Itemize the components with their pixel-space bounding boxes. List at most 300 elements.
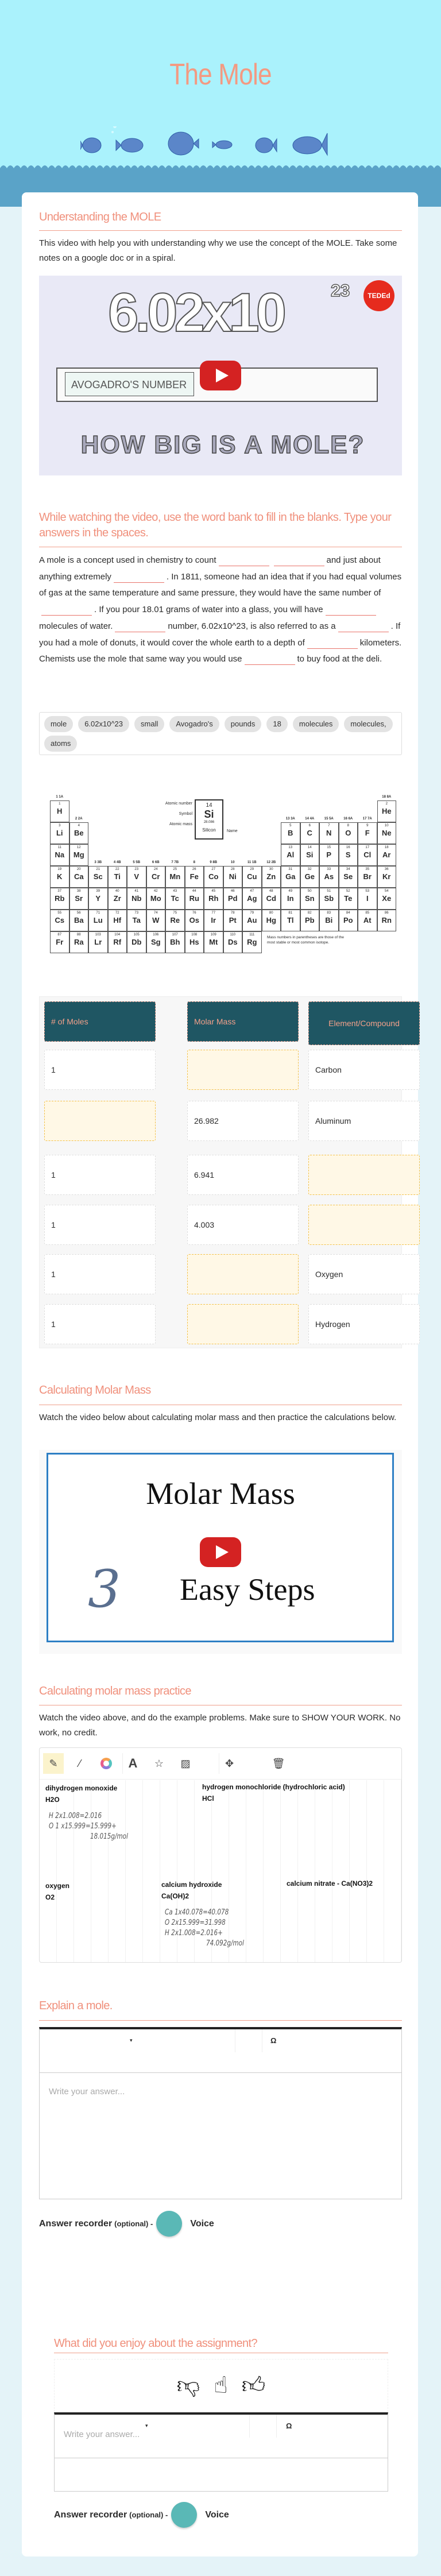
group-label: 10: [230, 861, 235, 864]
element-symbol: H: [57, 807, 63, 815]
answer-input-cell[interactable]: [187, 1254, 299, 1294]
problem-formula: O2: [45, 1893, 55, 1901]
element-number: 13: [288, 846, 293, 849]
element-number: 73: [134, 911, 139, 915]
group-label: 18 8A: [382, 795, 392, 799]
legend-cell: [195, 799, 223, 840]
trash-icon[interactable]: 🗑: [272, 1757, 285, 1769]
element-symbol: Lr: [94, 938, 102, 946]
element-number: 5: [289, 824, 292, 827]
element-symbol: P: [326, 850, 332, 859]
section-heading-practice: Calculating molar mass practice: [39, 1685, 191, 1697]
record-voice-button[interactable]: [171, 2502, 197, 2528]
element-cell: [358, 866, 377, 888]
element-cell: [146, 866, 166, 888]
element-cell: [377, 844, 397, 866]
element-number: 50: [307, 889, 312, 893]
periodic-table-image: [50, 792, 397, 959]
element-symbol: Br: [363, 872, 372, 881]
element-cell: [262, 866, 281, 888]
element-number: 111: [249, 933, 255, 937]
element-symbol: Ba: [74, 916, 84, 925]
element-number: 35: [365, 868, 370, 871]
element-cell: [88, 888, 108, 910]
work-line: O 1 x15.999=15.999+: [49, 1822, 117, 1831]
element-cell: [108, 931, 127, 953]
work-line: H 2x1.008=2.016+: [165, 1929, 223, 1937]
blank-input[interactable]: [115, 622, 165, 632]
legend-mass: 28.086: [203, 821, 215, 824]
element-symbol: Hs: [189, 938, 199, 946]
problem-formula: H2O: [45, 1796, 60, 1804]
legend-number: 14: [206, 802, 212, 809]
group-label: 8: [193, 861, 195, 864]
element-number: 29: [250, 868, 254, 871]
element-symbol: Ga: [285, 872, 296, 881]
answer-input-cell[interactable]: [44, 1101, 156, 1141]
element-cell: [262, 888, 281, 910]
element-number: 49: [288, 889, 293, 893]
element-cell: [165, 931, 185, 953]
special-character-icon[interactable]: Ω: [286, 2422, 292, 2430]
paragraph-text: number, 6.02x10^23, is also referred to as a: [168, 621, 336, 631]
element-cell: [300, 910, 320, 931]
element-symbol: Hg: [266, 916, 276, 925]
element-number: 53: [365, 889, 370, 893]
star-tool-icon[interactable]: ☆: [154, 1757, 164, 1769]
blank-input[interactable]: [338, 622, 389, 632]
element-number: 17: [365, 846, 370, 849]
work-line: Ca 1x40.078=40.078: [165, 1908, 229, 1917]
table-cell: Hydrogen: [308, 1304, 420, 1344]
element-symbol: O: [345, 829, 351, 837]
element-cell: [50, 888, 69, 910]
element-number: 3: [59, 824, 61, 827]
pointing-hand-icon[interactable]: ☝︎: [214, 2373, 228, 2398]
rich-text-editor[interactable]: [39, 2027, 402, 2199]
element-number: 24: [153, 868, 158, 871]
element-symbol: Hf: [113, 916, 122, 925]
element-cell: [281, 866, 300, 888]
page-title: The Mole: [169, 58, 272, 91]
element-symbol: Pd: [227, 894, 238, 903]
element-number: 87: [57, 933, 62, 937]
element-number: 30: [269, 868, 273, 871]
play-button-icon[interactable]: [200, 361, 241, 390]
answer-input-cell[interactable]: [187, 1304, 299, 1344]
element-symbol: Ta: [132, 916, 141, 925]
element-number: 43: [173, 889, 177, 893]
element-cell: [69, 931, 89, 953]
video-number-art: 6.02x10: [108, 282, 284, 343]
element-number: 40: [115, 889, 119, 893]
group-label: 9 8B: [210, 861, 218, 864]
work-line: O 2x15.999=31.998: [165, 1919, 226, 1927]
blank-input[interactable]: [307, 639, 358, 649]
element-number: 44: [192, 889, 196, 893]
element-number: 26: [192, 868, 196, 871]
drawing-toolbar: [40, 1748, 401, 1780]
group-label: 12 2B: [266, 861, 276, 864]
format-dropdown-icon[interactable]: ▾: [145, 2423, 148, 2428]
element-cell: [377, 910, 397, 931]
element-number: 51: [327, 889, 331, 893]
element-cell: [69, 866, 89, 888]
element-number: 104: [114, 933, 121, 937]
group-label: 7 7B: [171, 861, 179, 864]
pencil-tool-icon[interactable]: ✎: [43, 1753, 64, 1774]
element-symbol: Bi: [325, 916, 333, 925]
table-header-cell: Element/Compound: [308, 1001, 420, 1045]
element-cell: [319, 888, 339, 910]
element-cell: [185, 910, 204, 931]
element-number: 11: [57, 846, 61, 849]
element-number: 55: [57, 911, 62, 915]
problem-label: [45, 1784, 117, 1804]
paragraph-text: . If you pour 18.01 grams of water into a glass, you will have: [94, 605, 323, 615]
text-tool-icon[interactable]: A: [122, 1753, 143, 1774]
element-symbol: Kr: [382, 872, 391, 881]
element-cell: [358, 910, 377, 931]
element-number: 41: [134, 889, 139, 893]
element-symbol: Sc: [93, 872, 103, 881]
problem-label: [287, 1879, 373, 1890]
element-symbol: Pt: [229, 916, 237, 925]
blank-input[interactable]: [326, 605, 376, 616]
element-symbol: F: [365, 829, 370, 837]
element-number: 74: [153, 911, 158, 915]
element-cell: [339, 844, 358, 866]
element-symbol: Y: [95, 894, 101, 903]
element-number: 47: [250, 889, 254, 893]
legend-symbol: Si: [204, 809, 214, 820]
handwritten-work: [49, 1811, 128, 1842]
element-cell: [262, 910, 281, 931]
element-cell: [165, 888, 185, 910]
element-symbol: Ra: [74, 938, 84, 946]
element-symbol: At: [363, 916, 372, 925]
element-symbol: Al: [287, 850, 295, 859]
element-symbol: Cl: [363, 850, 372, 859]
problem-name: oxygen: [45, 1882, 70, 1890]
group-label: 2 2A: [75, 817, 83, 821]
element-cell: [377, 888, 397, 910]
element-symbol: Po: [343, 916, 353, 925]
word-bank-chip[interactable]: molecules,: [344, 716, 392, 732]
element-symbol: Nb: [131, 894, 142, 903]
element-number: 23: [134, 868, 139, 871]
section-text-molar-mass: Watch the video below about calculating molar mass and then practice the calculations below.: [39, 1413, 397, 1422]
element-cell: [127, 866, 146, 888]
element-symbol: Rh: [208, 894, 219, 903]
element-symbol: Li: [56, 829, 63, 837]
element-number: 27: [211, 868, 216, 871]
format-dropdown-icon[interactable]: ▾: [130, 2037, 133, 2043]
legend-name: Silicon: [202, 827, 216, 833]
element-symbol: Mo: [150, 894, 161, 903]
element-symbol: Cr: [152, 872, 160, 881]
element-symbol: C: [307, 829, 312, 837]
video-exponent: 23: [331, 281, 350, 300]
element-symbol: Rb: [55, 894, 65, 903]
section-heading-understanding: Understanding the MOLE: [39, 211, 161, 223]
element-cell: [165, 910, 185, 931]
section-text-practice: Watch the video above, and do the example problems. Make sure to SHOW YOUR WORK. No work, no credit.: [39, 1713, 401, 1738]
answer-recorder: [54, 2502, 229, 2528]
special-character-icon[interactable]: Ω: [270, 2036, 277, 2045]
element-number: 109: [210, 933, 216, 937]
group-label: 1 1A: [56, 795, 64, 799]
table-cell: Aluminum: [308, 1101, 420, 1141]
drawing-canvas[interactable]: [40, 1780, 401, 1962]
problem-name: hydrogen monochloride (hydrochloric acid): [202, 1783, 345, 1791]
record-voice-button[interactable]: [156, 2211, 182, 2237]
element-number: 9: [366, 824, 369, 827]
element-symbol: Mn: [169, 872, 181, 881]
element-symbol: Tl: [287, 916, 294, 925]
table-cell: Oxygen: [308, 1254, 420, 1294]
element-number: 76: [192, 911, 196, 915]
element-cell: [146, 888, 166, 910]
play-button-icon[interactable]: [200, 1537, 241, 1567]
element-cell: [50, 822, 69, 844]
image-tool-icon[interactable]: ▨: [180, 1757, 191, 1769]
element-number: 106: [153, 933, 159, 937]
element-cell: [204, 931, 223, 953]
element-cell: [108, 888, 127, 910]
answer-input-cell[interactable]: [308, 1155, 420, 1195]
marker-tool-icon[interactable]: ⁄: [79, 1757, 81, 1769]
drawing-board[interactable]: [39, 1747, 402, 1963]
table-cell: 4.003: [187, 1205, 299, 1245]
element-symbol: Fe: [189, 872, 199, 881]
table-cell: 1: [44, 1155, 156, 1195]
word-bank-chip[interactable]: Avogadro's: [169, 716, 219, 732]
blank-input[interactable]: [274, 556, 324, 566]
word-bank-chip[interactable]: 18: [266, 716, 287, 732]
word-bank-chip[interactable]: small: [134, 716, 164, 732]
handwritten-work: [165, 1908, 244, 1949]
element-number: 45: [211, 889, 216, 893]
group-label: 5 5B: [133, 861, 141, 864]
table-cell: 1: [44, 1254, 156, 1294]
voice-label: Voice: [205, 2509, 229, 2520]
element-number: 79: [250, 911, 254, 915]
element-cell: [281, 910, 300, 931]
problem-name: calcium nitrate - Ca(NO3)2: [287, 1879, 373, 1887]
element-symbol: Au: [247, 916, 257, 925]
element-number: 42: [153, 889, 158, 893]
element-symbol: Pb: [304, 916, 315, 925]
rich-text-editor[interactable]: [54, 2412, 388, 2492]
element-symbol: Be: [74, 829, 84, 837]
element-cell: [146, 910, 166, 931]
video-molar-mass[interactable]: [39, 1450, 402, 1654]
element-symbol: Sb: [324, 894, 334, 903]
work-line: 18.015g/mol: [90, 1832, 128, 1841]
editor-toolbar: [40, 2029, 401, 2073]
problem-formula: HCl: [202, 1794, 214, 1803]
element-symbol: Ti: [114, 872, 121, 881]
element-cell: [127, 888, 146, 910]
element-symbol: S: [345, 850, 351, 859]
element-number: 25: [173, 868, 177, 871]
group-label: 11 1B: [247, 861, 257, 864]
element-symbol: I: [366, 894, 369, 903]
element-cell: [281, 822, 300, 844]
element-cell: [300, 822, 320, 844]
element-number: 19: [57, 868, 62, 871]
element-number: 32: [307, 868, 312, 871]
table-cell: 6.941: [187, 1155, 299, 1195]
legend-label: Atomic number: [165, 802, 192, 806]
element-symbol: Bh: [170, 938, 180, 946]
element-symbol: V: [134, 872, 140, 881]
paragraph-text: A mole is a concept used in chemistry to count: [39, 555, 216, 565]
section-heading-molar-mass: Calculating Molar Mass: [39, 1384, 151, 1397]
element-number: 36: [384, 868, 389, 871]
element-symbol: Ne: [381, 829, 392, 837]
element-cell: [50, 800, 69, 822]
element-cell: [185, 866, 204, 888]
element-cell: [185, 888, 204, 910]
group-label: 17 7A: [362, 817, 372, 821]
element-number: 7: [328, 824, 330, 827]
element-cell: [281, 888, 300, 910]
element-number: 85: [365, 911, 370, 915]
move-tool-icon[interactable]: ✥: [219, 1753, 239, 1774]
element-symbol: W: [152, 916, 160, 925]
element-cell: [108, 866, 127, 888]
element-symbol: Sn: [304, 894, 315, 903]
element-number: 33: [327, 868, 331, 871]
element-symbol: Ds: [227, 938, 238, 946]
element-cell: [50, 931, 69, 953]
element-symbol: Te: [344, 894, 353, 903]
problem-label: [161, 1880, 222, 1901]
element-symbol: Na: [55, 850, 65, 859]
element-cell: [223, 910, 243, 931]
element-symbol: Cs: [55, 916, 65, 925]
answer-textarea[interactable]: Write your answer...: [64, 2430, 140, 2439]
element-number: 54: [384, 889, 389, 893]
element-symbol: Rf: [113, 938, 122, 946]
element-symbol: In: [287, 894, 294, 903]
element-cell: [281, 844, 300, 866]
element-symbol: Ar: [382, 850, 391, 859]
answer-input-cell[interactable]: [187, 1050, 299, 1090]
element-cell: [358, 844, 377, 866]
paragraph-text: molecules of water.: [39, 621, 113, 631]
element-number: 83: [327, 911, 331, 915]
group-label: 4 4B: [113, 861, 121, 864]
legend-label: Symbol: [179, 812, 192, 816]
element-number: 103: [95, 933, 101, 937]
element-symbol: Se: [343, 872, 353, 881]
blank-input[interactable]: [219, 556, 269, 566]
recorder-optional: (optional) -: [114, 2219, 153, 2228]
element-number: 4: [78, 824, 80, 827]
element-cell: [319, 866, 339, 888]
element-cell: [377, 822, 397, 844]
element-cell: [339, 888, 358, 910]
problem-formula: Ca(OH)2: [161, 1892, 189, 1900]
element-cell: [300, 844, 320, 866]
element-cell: [69, 910, 89, 931]
element-number: 38: [76, 889, 81, 893]
element-symbol: Os: [189, 916, 199, 925]
element-symbol: Lu: [93, 916, 103, 925]
element-cell: [204, 910, 223, 931]
legend-label: Atomic mass: [169, 822, 192, 826]
blank-input[interactable]: [114, 573, 164, 583]
element-number: 22: [115, 868, 119, 871]
word-bank-chip[interactable]: pounds: [225, 716, 262, 732]
word-bank-chip[interactable]: mole: [44, 716, 73, 732]
element-symbol: Mt: [209, 938, 218, 946]
element-number: 107: [172, 933, 178, 937]
word-bank-chip[interactable]: 6.02x10^23: [78, 716, 129, 732]
element-symbol: Ir: [211, 916, 216, 925]
rating-options: [54, 2359, 388, 2412]
element-number: 21: [96, 868, 100, 871]
group-label: 14 4A: [305, 817, 315, 821]
element-number: 86: [384, 911, 389, 915]
thumbs-up-icon[interactable]: 👍︎: [241, 2373, 266, 2398]
word-bank-chip[interactable]: molecules: [293, 716, 339, 732]
element-cell: [185, 931, 204, 953]
element-cell: [339, 822, 358, 844]
problem-label: [45, 1881, 69, 1902]
paragraph-text: kilometers. Chemists use the mole that same way you would use: [39, 637, 402, 664]
element-symbol: Ge: [304, 872, 315, 881]
element-number: 16: [346, 846, 350, 849]
section-text-understanding: This video with help you with understanding why we use the concept of the MOLE. Take some notes on a google doc or in a spiral.: [39, 238, 397, 263]
element-cell: [319, 910, 339, 931]
video-how-big-is-a-mole[interactable]: [39, 276, 402, 475]
element-symbol: Ag: [247, 894, 257, 903]
element-cell: [377, 866, 397, 888]
element-symbol: Sr: [75, 894, 83, 903]
element-number: 48: [269, 889, 273, 893]
recorder-optional: (optional) -: [129, 2511, 168, 2519]
element-number: 14: [307, 846, 312, 849]
color-picker-icon[interactable]: [96, 1753, 117, 1774]
answer-textarea[interactable]: Write your answer...: [49, 2087, 125, 2097]
element-symbol: Co: [208, 872, 219, 881]
group-label: 16 6A: [343, 817, 353, 821]
element-symbol: Db: [131, 938, 142, 946]
answer-input-cell[interactable]: [308, 1205, 420, 1245]
word-bank-chip[interactable]: atoms: [44, 736, 77, 752]
section-heading-enjoy: What did you enjoy about the assignment?: [54, 2337, 258, 2350]
recorder-label: Answer recorder: [54, 2509, 127, 2520]
element-symbol: Rg: [247, 938, 257, 946]
element-cell: [377, 800, 397, 822]
section-heading-fill-blanks: While watching the video, use the word bank to fill in the blanks. Type your answers in the spaces.: [39, 511, 392, 539]
element-cell: [242, 866, 262, 888]
element-number: 75: [173, 911, 177, 915]
element-number: 108: [191, 933, 198, 937]
element-symbol: Cu: [247, 872, 257, 881]
element-cell: [50, 866, 69, 888]
element-symbol: Ru: [189, 894, 199, 903]
video-caption: HOW BIG IS A MOLE?: [80, 431, 365, 459]
blank-input[interactable]: [41, 605, 92, 616]
voice-label: Voice: [190, 2218, 214, 2229]
blank-input[interactable]: [245, 655, 295, 665]
thumbs-down-icon[interactable]: 👎︎: [176, 2373, 200, 2398]
